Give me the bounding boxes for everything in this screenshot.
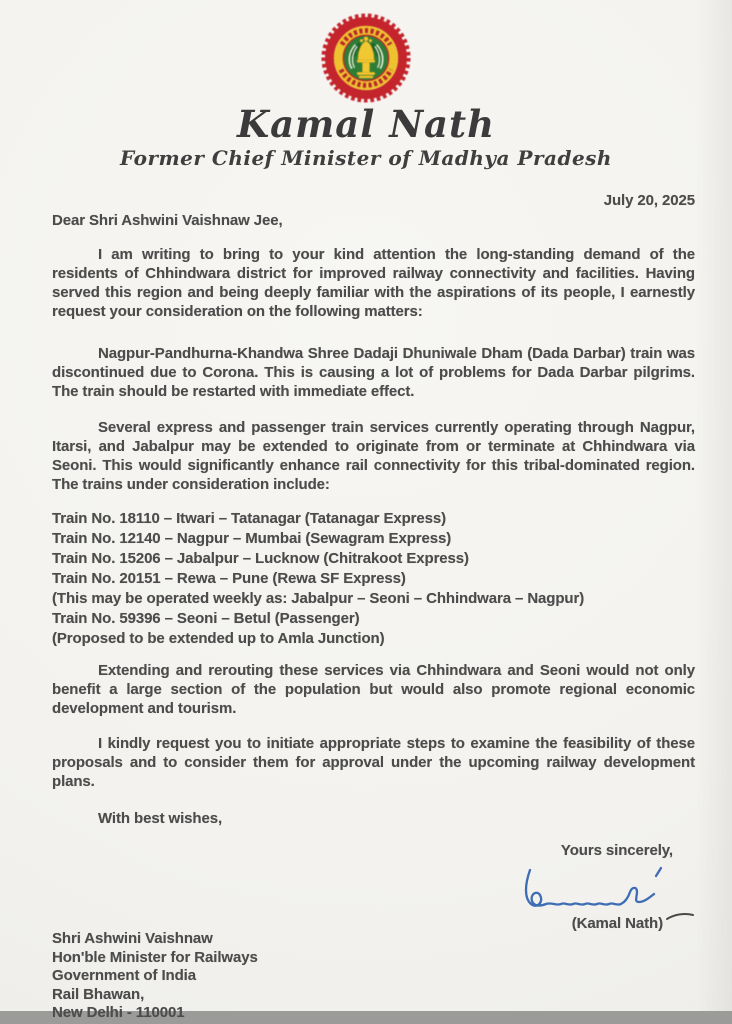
salutation: Dear Shri Ashwini Vaishnaw Jee, xyxy=(52,212,283,229)
paragraph-benefits: Extending and rerouting these services via Chhindwara and Seoni would not only benefit a large section of the population but would also promote regional economic development and tourism. xyxy=(52,662,695,717)
paragraph-dada-darbar: Nagpur-Pandhurna-Khandwa Shree Dadaji Dhuniwale Dham (Dada Darbar) train was discontinued due to Corona. This is causing a lot of problems for Dada Darbar pilgrims. The train should be restarted with immediate effect. xyxy=(52,345,695,400)
letterhead-name: Kamal Nath xyxy=(237,102,495,146)
recipient-building: Rail Bhawan, xyxy=(52,985,145,1003)
letterhead-title: Former Chief Minister of Madhya Pradesh xyxy=(120,146,612,170)
kamal-nath-signature xyxy=(518,864,668,914)
recipient-designation: Hon'ble Minister for Railways xyxy=(52,948,258,966)
train-list xyxy=(52,509,712,649)
train-list-item: Train No. 20151 – Rewa – Pune (Rewa SF Express) xyxy=(52,570,406,587)
signature-block xyxy=(480,841,695,933)
recipient-address xyxy=(52,930,258,1023)
train-list-item: Train No. 15206 – Jabalpur – Lucknow (Chitrakoot Express) xyxy=(52,550,469,567)
train-list-item: Train No. 12140 – Nagpur – Mumbai (Sewagram Express) xyxy=(52,530,452,547)
recipient-city: New Delhi - 110001 xyxy=(52,1004,185,1022)
train-list-item: Train No. 18110 – Itwari – Tatanagar (Tatanagar Express) xyxy=(52,510,447,527)
letter-date: July 20, 2025 xyxy=(603,192,695,209)
signed-name-row xyxy=(480,910,695,933)
mp-state-emblem-icon xyxy=(317,9,415,107)
recipient-org: Government of India xyxy=(52,967,196,985)
train-list-note: (Proposed to be extended up to Amla Junction) xyxy=(52,630,385,647)
pen-flourish-dash xyxy=(665,910,695,922)
recipient-name: Shri Ashwini Vaishnaw xyxy=(52,930,213,947)
paragraph-request-action: I kindly request you to initiate appropriate steps to examine the feasibility of these proposals and to consider them for approval under the upcoming railway development plans. xyxy=(52,735,695,790)
closing-wishes: With best wishes, xyxy=(98,810,223,827)
signed-name: (Kamal Nath) xyxy=(571,915,663,932)
train-list-note: (This may be operated weekly as: Jabalpur – Seoni – Chhindwara – Nagpur) xyxy=(52,590,585,607)
paragraph-extension-request: Several express and passenger train services currently operating through Nagpur, Itarsi, and Jabalpur may be extended to originate from or terminate at Chhindwara via Seoni. This would significantly enhance rail connectivity for this tribal-dominated region. The trains under consideration include: xyxy=(52,419,695,493)
paragraph-intro: I am writing to bring to your kind attention the long-standing demand of the residents of Chhindwara district for improved railway connectivity and facilities. Having served this region and being deeply familiar with the aspirations of its people, I earnestly request your consideration on the following matters: xyxy=(52,246,695,320)
train-list-item: Train No. 59396 – Seoni – Betul (Passenger) xyxy=(52,610,360,627)
signoff-text: Yours sincerely, xyxy=(560,842,673,859)
